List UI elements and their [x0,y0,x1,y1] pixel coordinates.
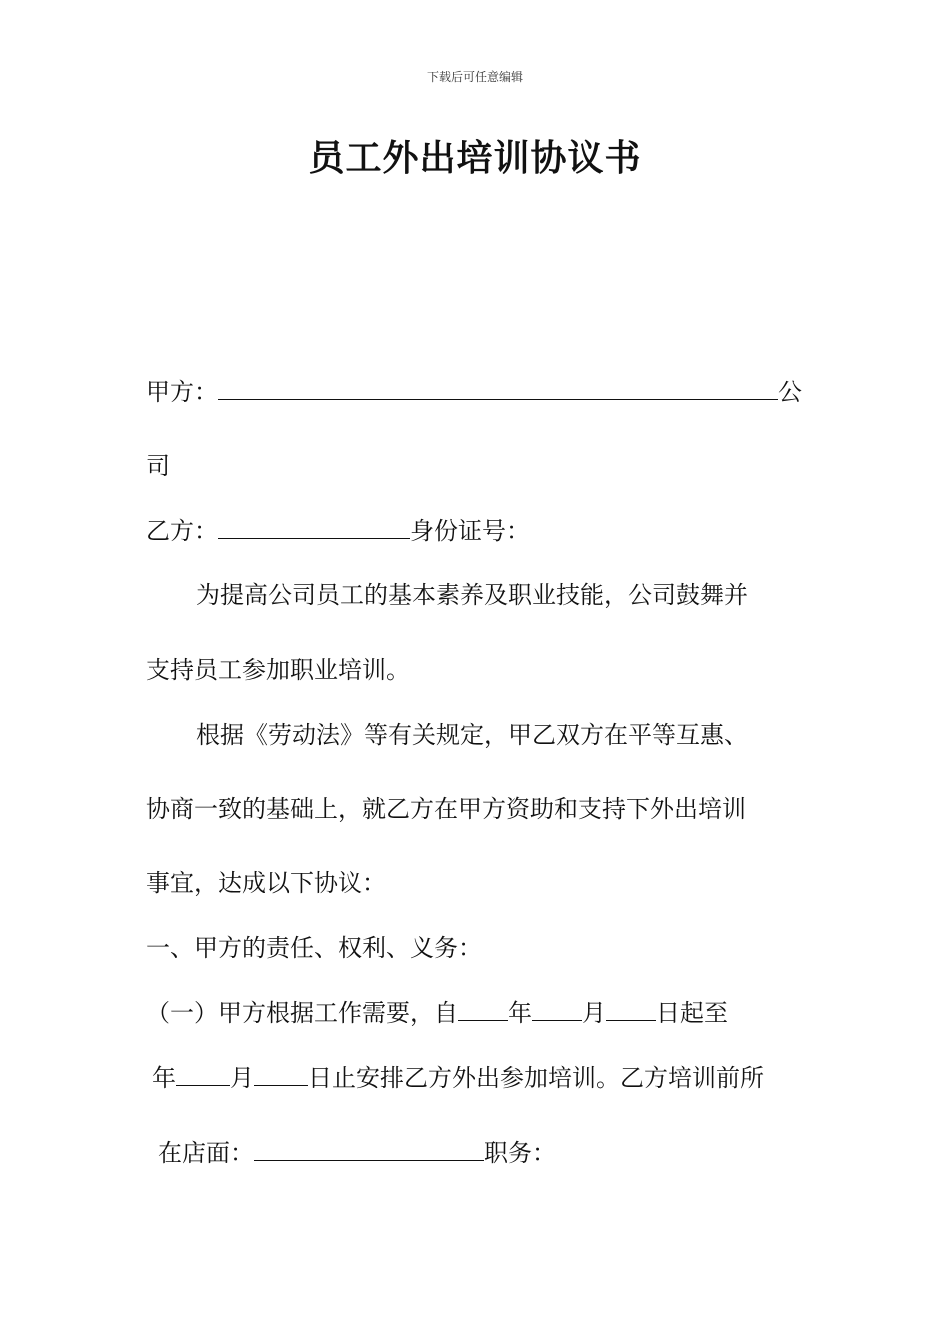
end-month-blank [176,1063,230,1086]
paragraph-2-line-2: 协商一致的基础上，就乙方在甲方资助和支持下外出培训 [146,795,746,823]
start-month-label: 月 [582,999,606,1027]
start-day-blank [606,998,656,1021]
clause-1-line-3 [158,1133,556,1168]
start-year-blank [458,998,508,1021]
end-day-blank [254,1063,308,1086]
party-b-line [146,511,530,546]
position-label: 职务： [484,1139,556,1167]
clause-1-line-2 [152,1058,764,1093]
party-a-continuation: 司 [146,452,170,480]
section-1-heading: 一、甲方的责任、权利、义务： [146,934,482,962]
end-month-label: 月 [230,1064,254,1092]
party-b-label: 乙方： [146,517,218,545]
clause-1-prefix: （一）甲方根据工作需要，自 [146,999,458,1027]
paragraph-1-line-1: 为提高公司员工的基本素养及职业技能，公司鼓舞并 [196,581,748,609]
store-blank [254,1138,484,1161]
start-day-label: 日起至 [656,999,728,1027]
start-month-blank [532,998,582,1021]
header-note: 下载后可任意编辑 [426,70,523,84]
paragraph-2-line-3: 事宜，达成以下协议： [146,869,386,897]
party-a-label: 甲方： [146,378,218,406]
store-label: 在店面： [158,1139,254,1167]
id-number-label: 身份证号： [410,517,530,545]
paragraph-1-line-2: 支持员工参加职业培训。 [146,656,410,684]
party-a-suffix: 公 [778,378,802,406]
clause-1-line-1 [146,993,728,1028]
end-year-label: 年 [152,1064,176,1092]
party-b-blank [218,516,410,539]
paragraph-2-line-1: 根据《劳动法》等有关规定，甲乙双方在平等互惠、 [196,721,748,749]
party-a-line [146,372,802,407]
start-year-label: 年 [508,999,532,1027]
party-a-blank [218,377,778,400]
end-day-label: 日止安排乙方外出参加培训。乙方培训前所 [308,1064,764,1092]
document-title: 员工外出培训协议书 [308,137,642,179]
